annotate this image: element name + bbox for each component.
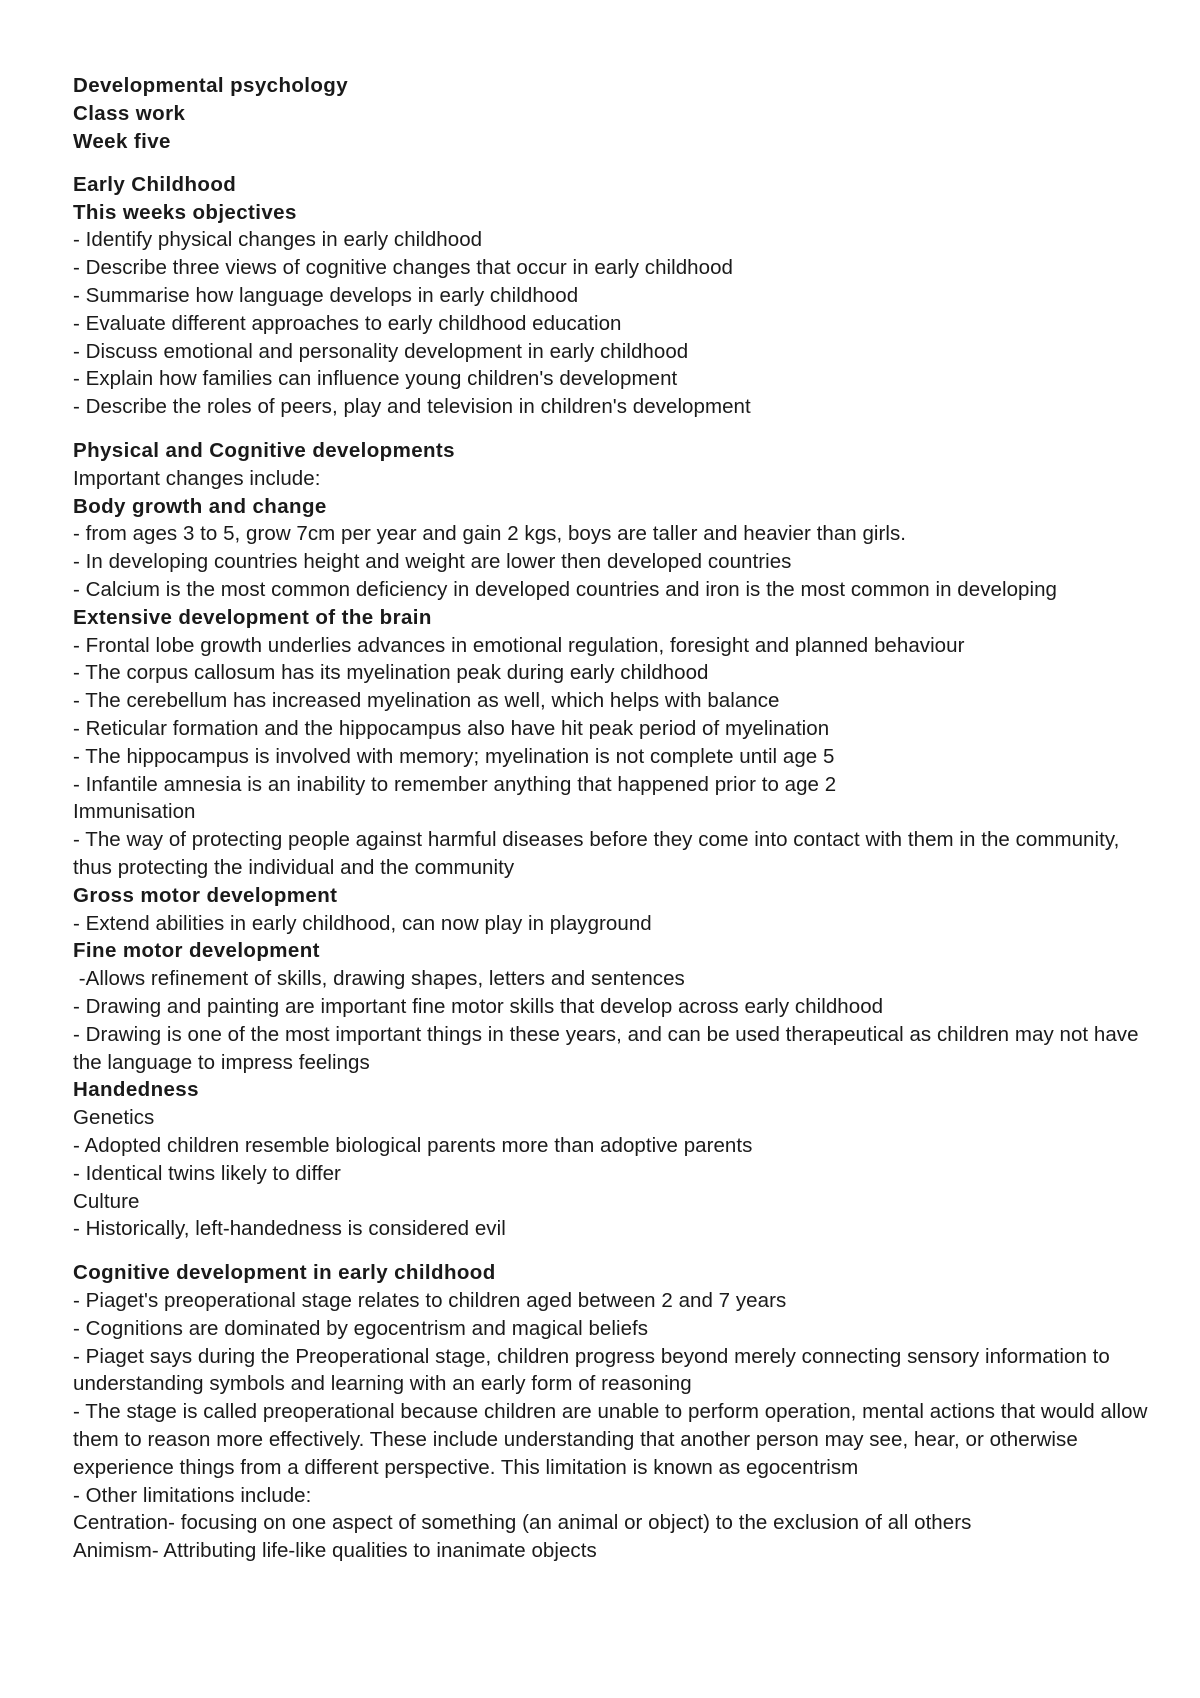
gross-motor-item: - Extend abilities in early childhood, can now play in playground — [73, 911, 652, 935]
section-heading-physical: Physical and Cognitive developments — [73, 439, 455, 463]
brain-item: - The corpus callosum has its myelination peak during early childhood — [73, 661, 709, 685]
physical-intro: Important changes include: — [73, 466, 321, 490]
fine-motor-item: - Drawing is one of the most important things in these years, and can be used therapeutical as children may not have the language to impress feelings — [73, 1022, 1139, 1074]
subheading-handedness: Handedness — [73, 1078, 199, 1102]
cognitive-item: - Piaget says during the Preoperational stage, children progress beyond merely connecting sensory information to understanding symbols and learning with an early form of reasoning — [73, 1344, 1110, 1396]
culture-item: - Historically, left-handedness is considered evil — [73, 1217, 506, 1241]
objective-item: - Describe three views of cognitive changes that occur in early childhood — [73, 256, 733, 280]
doc-subtitle: Class work — [73, 101, 186, 125]
cognitive-item: - The stage is called preoperational because children are unable to perform operation, mental actions that would allow them to reason more effectively. These include understanding that another person may see, hear, or otherwise experience things from a different perspective. This limitation is known as egocentrism — [73, 1400, 1148, 1479]
cognitive-item: Animism- Attributing life-like qualities to inanimate objects — [73, 1539, 597, 1563]
fine-motor-item: - Drawing and painting are important fine motor skills that develop across early childhood — [73, 995, 884, 1018]
body-growth-item: - from ages 3 to 5, grow 7cm per year and gain 2 kgs, boys are taller and heavier than girls. — [73, 522, 907, 546]
objective-item: - Explain how families can influence young children's development — [73, 367, 678, 391]
section-heading-early-childhood: Early Childhood — [73, 172, 237, 196]
brain-item: - Infantile amnesia is an inability to remember anything that happened prior to age 2 — [73, 772, 837, 796]
genetics-label: Genetics — [73, 1106, 155, 1130]
cognitive-item: - Other limitations include: — [73, 1483, 312, 1507]
brain-item: - The hippocampus is involved with memory; myelination is not complete until age 5 — [73, 744, 835, 768]
cognitive-item: Centration- focusing on one aspect of something (an animal or object) to the exclusion of all others — [73, 1511, 972, 1535]
body-growth-item: - Calcium is the most common deficiency in developed countries and iron is the most common in developing — [73, 578, 1057, 602]
objective-item: - Evaluate different approaches to early childhood education — [73, 311, 622, 335]
objective-item: - Discuss emotional and personality development in early childhood — [73, 339, 689, 363]
genetics-item: - Adopted children resemble biological parents more than adoptive parents — [73, 1133, 753, 1157]
section-heading-cognitive: Cognitive development in early childhood — [73, 1261, 496, 1285]
subheading-body-growth: Body growth and change — [73, 494, 327, 518]
fine-motor-item: -Allows refinement of skills, drawing shapes, letters and sentences — [73, 967, 685, 991]
subheading-brain: Extensive development of the brain — [73, 605, 432, 629]
document-page — [73, 72, 1153, 1565]
doc-title: Developmental psychology — [73, 74, 349, 97]
brain-item: - Frontal lobe growth underlies advances in emotional regulation, foresight and planned behaviour — [73, 633, 965, 657]
doc-week: Week five — [73, 129, 171, 153]
cognitive-item: - Cognitions are dominated by egocentrism and magical beliefs — [73, 1316, 649, 1340]
body-growth-item: - In developing countries height and weight are lower then developed countries — [73, 550, 792, 574]
objectives-heading: This weeks objectives — [73, 200, 297, 224]
cognitive-item: - Piaget's preoperational stage relates to children aged between 2 and 7 years — [73, 1288, 787, 1312]
objective-item: - Identify physical changes in early childhood — [73, 228, 483, 252]
genetics-item: - Identical twins likely to differ — [73, 1161, 341, 1185]
subheading-fine-motor: Fine motor development — [73, 939, 320, 963]
subheading-gross-motor: Gross motor development — [73, 883, 338, 907]
objective-item: - Describe the roles of peers, play and television in children's development — [73, 395, 751, 419]
immunisation-label: Immunisation — [73, 800, 196, 824]
immunisation-item: - The way of protecting people against harmful diseases before they come into contact with them in the community, thus protecting the individual and the community — [73, 828, 1120, 880]
objective-item: - Summarise how language develops in early childhood — [73, 284, 579, 308]
brain-item: - The cerebellum has increased myelination as well, which helps with balance — [73, 689, 780, 713]
brain-item: - Reticular formation and the hippocampus also have hit peak period of myelination — [73, 717, 830, 741]
culture-label: Culture — [73, 1189, 140, 1213]
